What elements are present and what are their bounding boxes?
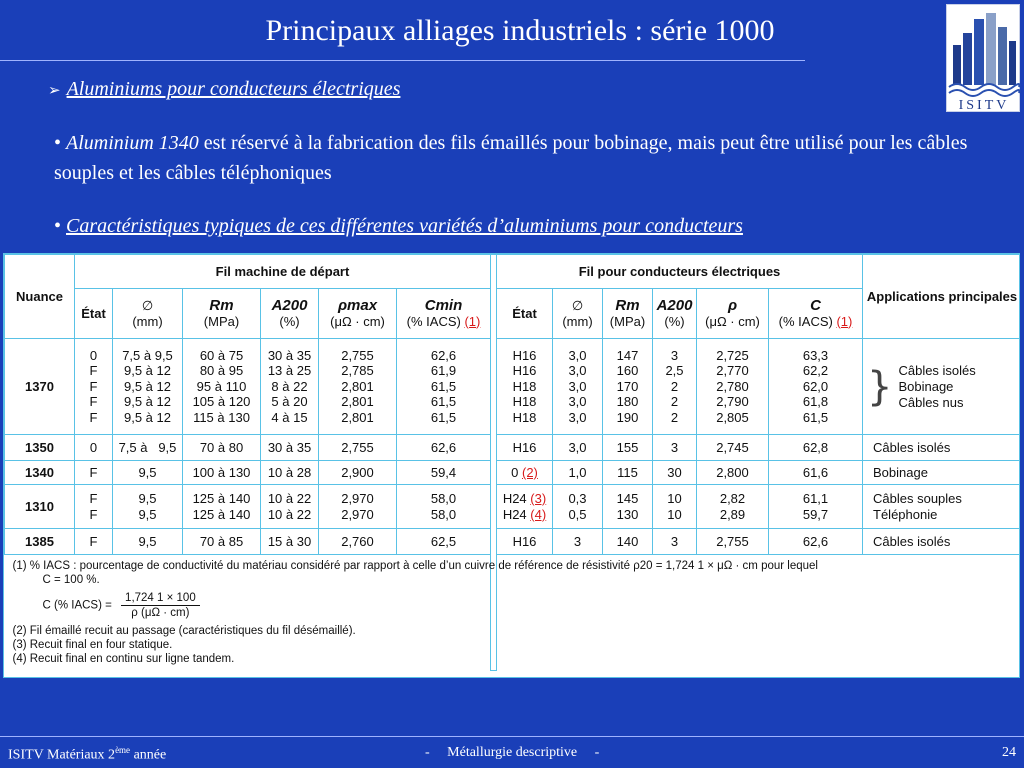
table-row: 1310 F F 9,5 9,5 125 à 140 125 à 140 10 à 22 10 à 22 2,970 2,970 58,0 58,0 H24 (3) H24 (4) 0,3 0,5 145 130 10 10 2,82 2,89 61,1 59,7 Câbles souples Téléphonie	[5, 485, 1021, 529]
footer-course: ISITV Matériaux 2ème année	[8, 745, 167, 763]
table-notes: (1) % IACS : pourcentage de conductivité du matériau considéré par rapport à celle d’un cuivre de référence de résistivité ρ20 = 1,724 1 × μΩ · cm pour lequel C = 100 %. C (% IACS) = $\frac{1,724 1 \times 100}{\rho (\mu\Omega \cdot cm)}$ (2) Fil émaillé recuit au passage (caractéristiques du fil désémaillé). (3) Recuit final en four statique. (4) Recuit final en continu sur ligne tandem.	[7, 555, 1020, 670]
header-nuance: Nuance	[5, 255, 75, 339]
iacs-formula: C (% IACS) = $\frac{1,724 1 \times 100}{\rho (\mu\Omega \cdot cm)}$	[13, 591, 1014, 620]
characteristics-table: Nuance Fil machine de départ Fil pour conducteurs électriques Applications principales État ∅ (mm) Rm (MPa) A200 (%) ρmax (μΩ · cm) Cmin (% IACS) (1) État ∅ (mm) Rm (MPa) A200 (%) ρ (μΩ · cm) C (% IACS) (1) 1370 0 F F F F 7,5 à 9,5 9,5 à 12 9,5 à 12 9,5 à 12 9,5 à 12 60 à 75 80 à 95 95 à 110 105 à 120 115 à 130 30 à 35 13 à 25 8 à 22 5 à 20 4 à 15 2,755 2,785 2,801 2,801 2,801 62,6 61,9 61,5 61,5 61,5 H16 H16 H18 H18 H18 3,0 3,0 3,0 3,0 3,0 147 160 170 180 190 3 2,5 2 2 2 2,725 2,770 2,780 2,790 2,805 63,3 62,2 62,0 61,8 61,5 } Câbles isolés Bobinage Câbles nus 1350 0 7,5 à 9,5 70 à 80 30 à 35 2,755 62,6 H16 3,0 155 3 2,745 62,8 Câbles isolés 1340 F 9,5 100 à 130 10 à 28 2,900 59,4 0 (2) 1,0 115 30 2,800 61,6 Bobinage 1310 F F 9,5 9,5 125 à 140 125 à 140 10 à 22 10 à 22 2,970 2,970 58,0 58,0 H24 (3) H24 (4) 0,3 0,5 145 130 10 10 2,82 2,89 61,1 59,7 Câbles souples Téléphonie 1385 F 9,5 70 à 85 15 à 30 2,760 62,5 H16 3 140 3 2,755 62,6 Câbles isolés (1) % IACS : pourcentage de conductivité du matériau considéré par rapport à celle d’un cuivre de référence de résistivité ρ20 = 1,724 1 × μΩ · cm pour lequel C = 100 %. C (% IACS) = $\frac{1,724 1 \times 100}{\rho (\mu\Omega \cdot cm)}$ (2) Fil émaillé recuit au passage (caractéristiques du fil désémaillé). (3) Recuit final en four statique. (4) Recuit final en continu sur ligne tandem.	[3, 253, 1020, 678]
table-row: 1350 0 7,5 à 9,5 70 à 80 30 à 35 2,755 62,6 H16 3,0 155 3 2,745 62,8 Câbles isolés	[5, 435, 1021, 461]
isitv-logo	[946, 4, 1020, 112]
arrow-bullet-icon: ➢	[48, 81, 61, 99]
slide-title: Principaux alliages industriels : série 1000	[265, 14, 775, 47]
title-underline	[0, 60, 805, 61]
section-heading: ➢ Aluminiums pour conducteurs électriques	[48, 78, 401, 100]
header-applications: Applications principales	[863, 255, 1020, 339]
footer-subject: - Métallurgie descriptive -	[425, 745, 600, 760]
brace-icon: }	[867, 363, 893, 410]
table-row: 1340 F 9,5 100 à 130 10 à 28 2,900 59,4 0 (2) 1,0 115 30 2,800 61,6 Bobinage	[5, 461, 1021, 485]
characteristics-heading: • Caractéristiques typiques de ces différentes variétés d’aluminiums pour conducteurs	[54, 215, 743, 237]
header-fil-conducteurs: Fil pour conducteurs électriques	[497, 255, 863, 289]
table-row: 1385 F 9,5 70 à 85 15 à 30 2,760 62,5 H16 3 140 3 2,755 62,6 Câbles isolés	[5, 529, 1021, 555]
header-fil-machine: Fil machine de départ	[75, 255, 491, 289]
footer-rule	[0, 736, 1024, 737]
svg-text:ISITV: ISITV	[958, 98, 1010, 113]
page-number: 24	[1002, 745, 1016, 760]
table-row: 1370 0 F F F F 7,5 à 9,5 9,5 à 12 9,5 à 12 9,5 à 12 9,5 à 12 60 à 75 80 à 95 95 à 110 105 à 120 115 à 130 30 à 35 13 à 25 8 à 22 5 à 20 4 à 15 2,755 2,785 2,801 2,801 2,801 62,6 61,9 61,5 61,5 61,5 H16 H16 H18 H18 H18 3,0 3,0 3,0 3,0 3,0 147 160 170 180 190 3 2,5 2 2 2 2,725 2,770 2,780 2,790 2,805 63,3 62,2 62,0 61,8 61,5 } Câbles isolés Bobinage Câbles nus	[5, 339, 1021, 435]
paragraph-aluminium-1340: • Aluminium 1340 est réservé à la fabrication des fils émaillés pour bobinage, mais peut être utilisé pour les câbles souples et les câbles téléphoniques	[54, 132, 968, 184]
